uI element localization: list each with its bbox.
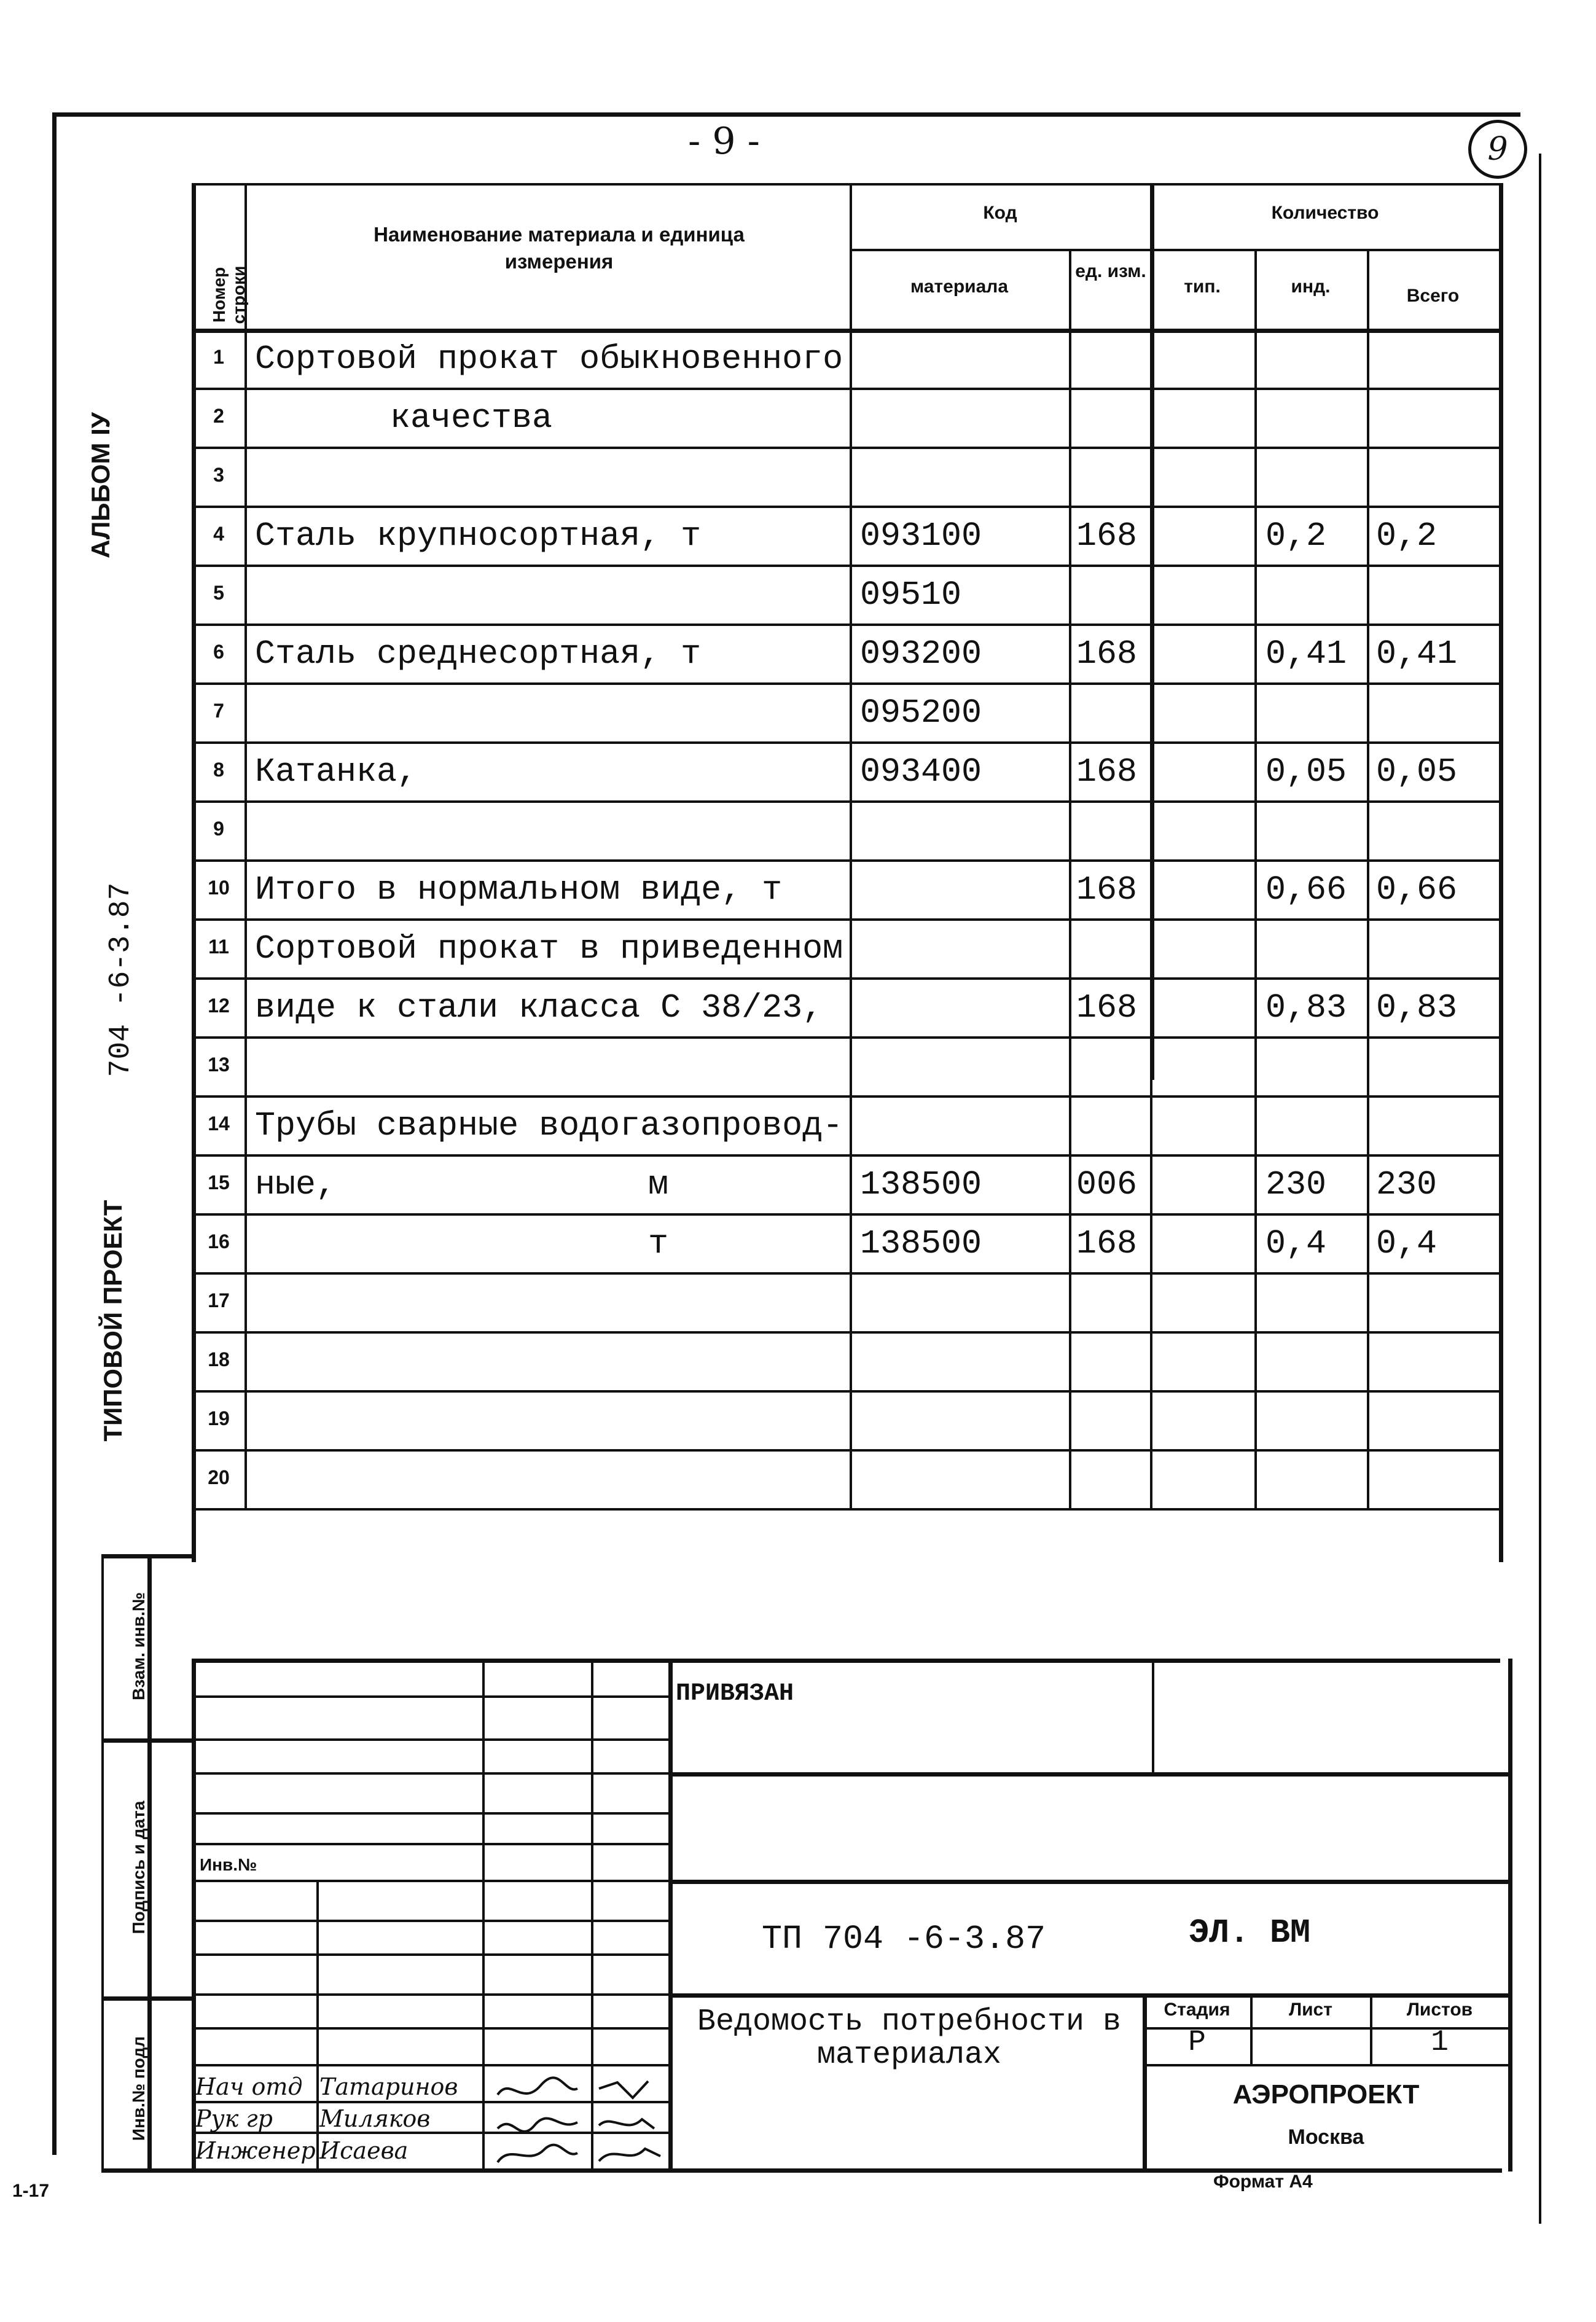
stage-label: Стадия (1164, 2000, 1230, 2020)
sheets-value: 1 (1431, 2026, 1449, 2059)
signer-name: Татаринов (319, 2073, 458, 2100)
material-name-unit: м (648, 1165, 669, 1204)
row-number: 5 (213, 582, 224, 604)
side-label-inv-podl: Инв.№ подл (129, 2036, 148, 2141)
qty-ind: 230 (1265, 1165, 1327, 1204)
unit-code: 168 (1076, 870, 1138, 909)
qty-total: 0,2 (1376, 517, 1438, 555)
qty-ind: 0,66 (1265, 870, 1347, 909)
signer-role: Нач отд (195, 2073, 303, 2100)
header-material: материала (910, 276, 1009, 297)
row-number: 16 (208, 1230, 230, 1253)
stage-value: Р (1188, 2026, 1206, 2059)
qty-ind: 0,4 (1265, 1224, 1327, 1263)
unit-code: 168 (1076, 635, 1138, 673)
qty-total: 0,4 (1376, 1224, 1438, 1263)
unit-code: 168 (1076, 517, 1138, 555)
qty-total: 0,83 (1376, 988, 1458, 1027)
sheet-mark: ЭЛ. ВМ (1189, 1914, 1311, 1952)
material-name: Сталь среднесортная, т (255, 635, 702, 673)
project-type-label: ТИПОВОЙ ПРОЕКТ (98, 1200, 127, 1442)
document-title: Ведомость потребности в материалах (697, 2004, 1122, 2073)
qty-ind: 0,2 (1265, 517, 1327, 555)
side-label-podpis: Подпись и дата (129, 1800, 148, 1934)
qty-total: 0,66 (1376, 870, 1458, 909)
material-code: 093100 (860, 517, 982, 555)
qty-total: 0,41 (1376, 635, 1458, 673)
doc-code: ТП 704 -6-3.87 (762, 1920, 1046, 1958)
row-number: 20 (208, 1466, 230, 1488)
material-name-unit: т (648, 1224, 669, 1263)
frame-top-line (52, 112, 1520, 117)
frame-right-line (1539, 154, 1541, 2224)
unit-code: 168 (1076, 988, 1138, 1027)
row-number: 10 (208, 877, 230, 899)
header-total: Всего (1406, 286, 1460, 306)
row-number: 6 (213, 641, 224, 663)
material-name: Сортовой прокат в приведенном (255, 929, 843, 968)
row-number: 17 (208, 1289, 230, 1312)
header-ind: инд. (1291, 276, 1331, 297)
row-number: 9 (213, 818, 224, 840)
row-number: 2 (213, 405, 224, 427)
material-name: Сталь крупносортная, т (255, 517, 702, 555)
row-number: 18 (208, 1348, 230, 1370)
inv-label: Инв.№ (200, 1855, 257, 1874)
signer-name: Исаева (319, 2137, 409, 2164)
qty-total: 230 (1376, 1165, 1438, 1204)
format-label: Формат А4 (1213, 2172, 1313, 2192)
unit-code: 006 (1076, 1165, 1138, 1204)
header-name: Наименование материала и единица измерения (374, 223, 745, 273)
material-name: Катанка, (255, 752, 418, 791)
signer-name: Миляков (319, 2105, 431, 2132)
frame-left-line (52, 112, 57, 2155)
page-number-top: - 9 - (688, 120, 760, 163)
privyazan-label: ПРИВЯЗАН (676, 1680, 794, 1708)
material-name: ные, (255, 1165, 337, 1204)
row-number: 12 (208, 995, 230, 1017)
sheets-label: Листов (1406, 2000, 1473, 2020)
unit-code: 168 (1076, 1224, 1138, 1263)
side-label-vzam: Взам. инв.№ (129, 1592, 148, 1700)
sheet-label: Лист (1289, 2000, 1332, 2020)
qty-ind: 0,05 (1265, 752, 1347, 791)
row-number: 14 (208, 1112, 230, 1135)
material-code: 093400 (860, 752, 982, 791)
org-name: АЭРОПРОЕКТ (1232, 2079, 1420, 2109)
header-unit: ед. изм. (1075, 261, 1146, 281)
row-number: 15 (208, 1171, 230, 1194)
signer-role: Инженер (195, 2137, 316, 2164)
page-number-circled: 9 (1468, 120, 1527, 179)
row-number: 19 (208, 1407, 230, 1429)
qty-total: 0,05 (1376, 752, 1458, 791)
row-number: 4 (213, 523, 224, 545)
material-name: Сортовой прокат обыкновенного (255, 340, 843, 378)
album-label: АЛЬБОМ IУ (86, 412, 115, 558)
header-row-number: Номер строки (209, 265, 248, 324)
unit-code: 168 (1076, 752, 1138, 791)
qty-ind: 0,41 (1265, 635, 1347, 673)
row-number: 3 (213, 464, 224, 486)
corner-code: 1-17 (12, 2181, 50, 2201)
org-city: Москва (1288, 2125, 1364, 2149)
row-number: 7 (213, 700, 224, 722)
qty-ind: 0,83 (1265, 988, 1347, 1027)
material-name: Трубы сварные водогазопровод- (255, 1106, 843, 1145)
material-code: 138500 (860, 1165, 982, 1204)
project-code-label: 704 -6-3.87 (104, 882, 138, 1077)
row-number: 13 (208, 1054, 230, 1076)
material-name: виде к стали класса С 38/23, (255, 988, 823, 1027)
material-code: 093200 (860, 635, 982, 673)
signatures-graphic (485, 2070, 670, 2168)
row-number: 1 (213, 346, 224, 368)
material-code: 09510 (860, 576, 962, 614)
signer-role: Рук гр (195, 2105, 273, 2132)
material-name: качества (390, 399, 553, 437)
header-quantity: Количество (1271, 203, 1379, 223)
row-number: 8 (213, 759, 224, 781)
header-typ: тип. (1184, 276, 1221, 297)
material-code: 138500 (860, 1224, 982, 1263)
material-code: 095200 (860, 694, 982, 732)
material-name: Итого в нормальном виде, т (255, 870, 783, 909)
header-code: Код (983, 203, 1017, 223)
row-number: 11 (208, 936, 229, 958)
